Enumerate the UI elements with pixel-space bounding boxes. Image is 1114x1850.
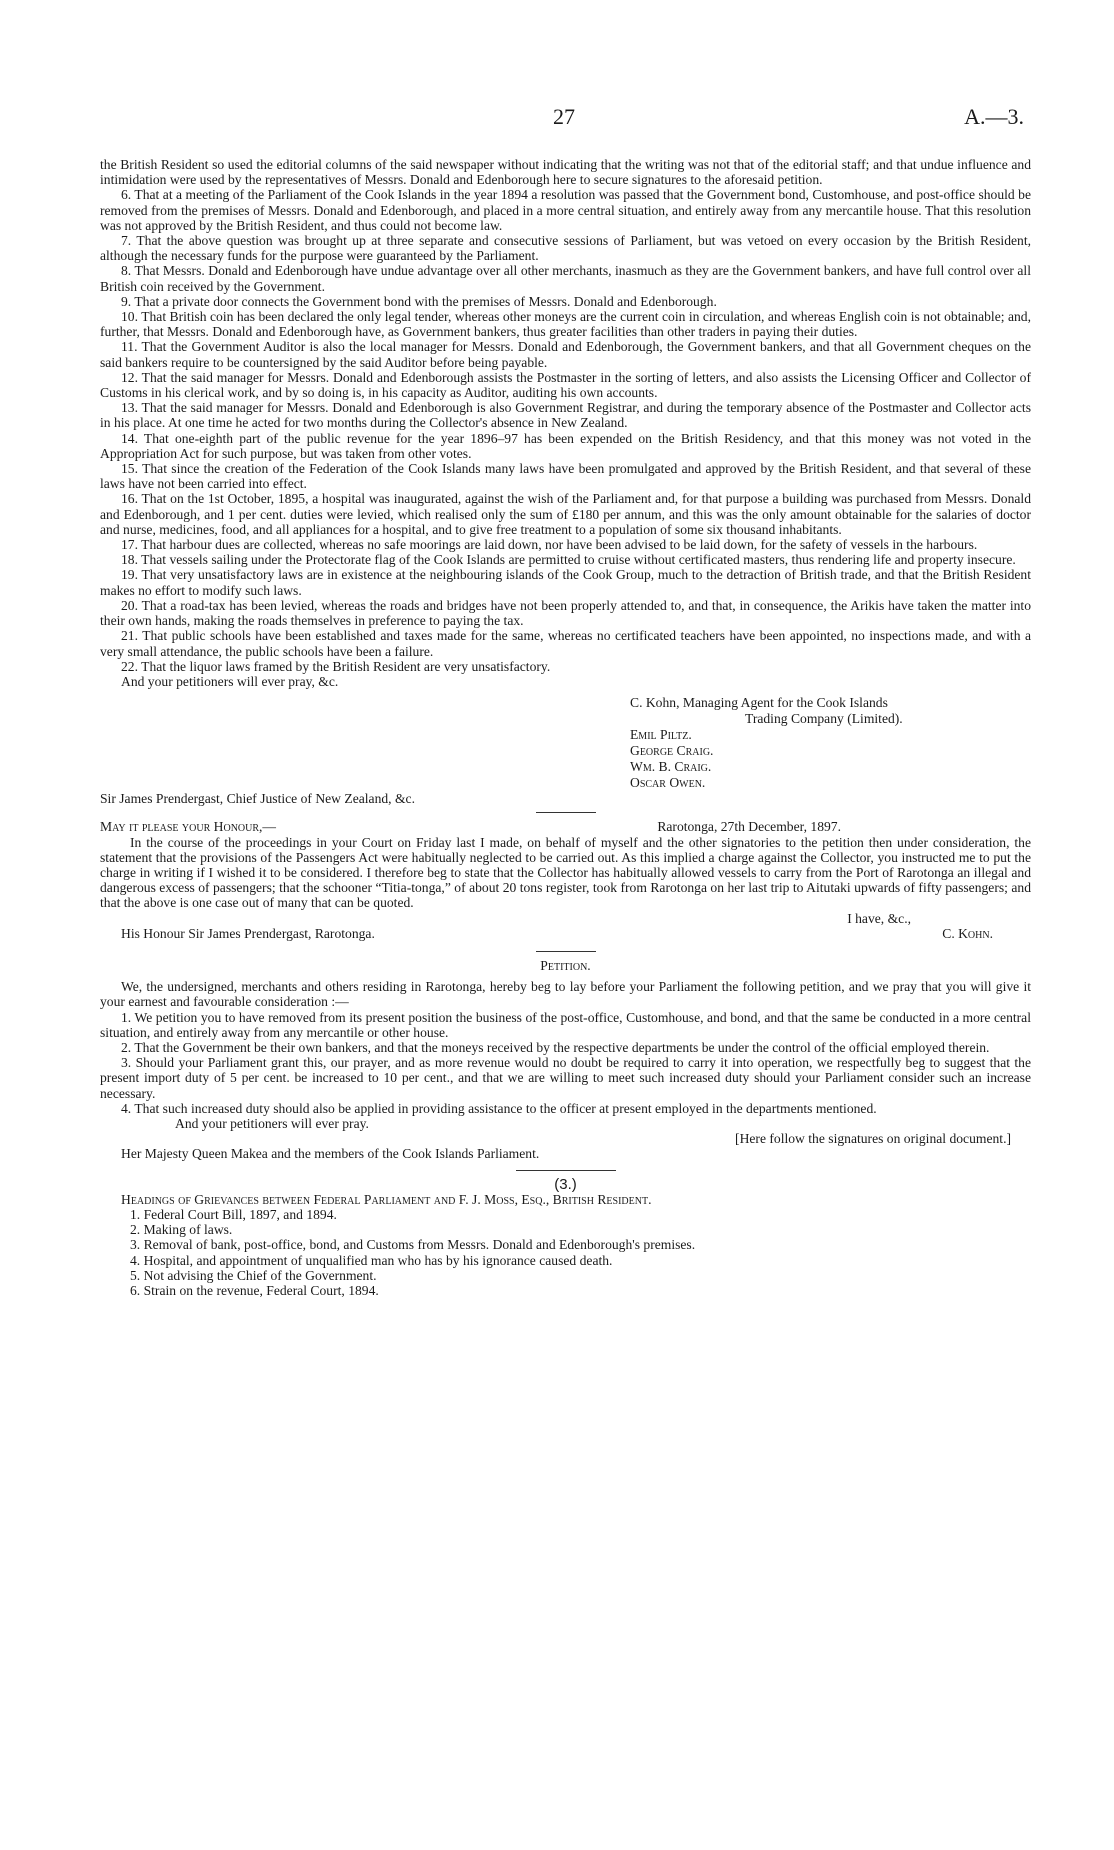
petition-paragraph: 2. That the Government be their own bankers, and that the moneys received by the respective departments be under the control of the official employed therein. [121,1039,990,1055]
page-header [0,104,1114,134]
letter-addressee: His Honour Sir James Prendergast, Rarotonga. [121,925,375,941]
letter-footer [100,926,1031,941]
paragraph: 6. That at a meeting of the Parliament of the Cook Islands in the year 1894 a resolution was passed that the Government bond, Customhouse, and post-office should be removed from the premises of Messrs. Donald and Edenborough, and placed in a more central situation, and entirely away from any mercantile house. That this resolution was not approved by the British Resident, and thus could not become law. [100,187,1031,233]
paragraph: 9. That a private door connects the Government bond with the premises of Messrs. Donald and Edenborough. [121,293,717,309]
letter-heading [100,819,1031,834]
list-item: 6. Strain on the revenue, Federal Court, 1894. [130,1283,379,1298]
letter-signer: C. Kohn. [942,925,993,941]
paragraph: 13. That the said manager for Messrs. Donald and Edenborough is also Government Registrar, and during the temporary absence of the Postmaster and Collector acts in his place. At one time he acted for two months during the Collector's absence in New Zealand. [100,400,1031,431]
paragraph: 17. That harbour dues are collected, whereas no safe moorings are laid down, nor have been advised to be laid down, for the safety of vessels in the harbours. [121,537,978,553]
paragraph: 8. That Messrs. Donald and Edenborough have undue advantage over all other merchants, inasmuch as they are the Government bankers, and have full control over all British coin received by the Government. [100,263,1031,294]
signatory: Emil Piltz. [630,727,692,743]
petition-closing: And your petitioners will ever pray. [175,1115,369,1131]
grievance-list [130,1207,1031,1298]
paragraph: 20. That a road-tax has been levied, whereas the roads and bridges have not been properly attended to, and that, in consequence, the Arikis have taken the matter into their own hands, making the roads themselves in preference to paying the tax. [100,597,1031,629]
petition-paragraph: 3. Should your Parliament grant this, our prayer, and as more revenue would no doubt be required to carry it into operation, we respectfully beg to suggest that the present import duty of 5 per cent. be increased to 10 per cent., and that we are willing to meet such increased duty should your Parliament consider such an increase necessary. [100,1055,1031,1101]
divider [536,812,596,813]
page-body [100,157,1031,1298]
document-reference: A.—3. [964,104,1024,129]
closing-line: And your petitioners will ever pray, &c. [121,673,339,689]
letter-closing: I have, &c., [847,910,911,926]
signature-block [630,695,1031,791]
signature-line: C. Kohn, Managing Agent for the Cook Islands [630,695,888,711]
paragraph: 22. That the liquor laws framed by the British Resident are very unsatisfactory. [121,658,551,674]
salutation: May it please your Honour,— [100,819,277,835]
paragraph: 15. That since the creation of the Federation of the Cook Islands many laws have been promulgated and approved by the British Resident, and that several of these laws have not been carried into effect. [100,461,1031,492]
petition-title: Petition. [540,957,591,973]
paragraph: 16. That on the 1st October, 1895, a hospital was inaugurated, against the wish of the Parliament and, for that purpose a building was purchased from Messrs. Donald and Edenborough, and 1 per cent. duties were levied, which realised only the sum of £180 per annum, and this was the only amount obtainable for the salaries of doctor and nurse, medicines, food, and all appliances for a hospital, and to give free treatment to a population of some six thousand inhabitants. [100,491,1031,537]
signatory: Oscar Owen. [630,775,706,791]
paragraph: the British Resident so used the editorial columns of the said newspaper without indicating that the writing was not that of the editorial staff; and that undue influence and intimidation were used by the representatives of Messrs. Donald and Edenborough here to secure signatures to the aforesaid petition. [100,157,1031,188]
signatory: George Craig. [630,743,714,759]
place-date: Rarotonga, 27th December, 1897. [657,819,841,835]
petition-note: [Here follow the signatures on original document.] [735,1131,1011,1147]
list-item: 4. Hospital, and appointment of unqualified man who has by his ignorance caused death. [130,1252,613,1268]
paragraph: 14. That one-eighth part of the public revenue for the year 1896–97 has been expended on the British Residency, and that this money was not voted in the Appropriation Act for such purpose, but was taken from other votes. [100,430,1031,461]
paragraph: 19. That very unsatisfactory laws are in existence at the neighbouring islands of the Cook Group, much to the detraction of British trade, and that the British Resident makes no effort to modify such laws. [100,567,1031,598]
paragraph: 21. That public schools have been established and taxes made for the same, whereas no certificated teachers have been appointed, no inspections made, and with a very small attendance, the public schools have been a failure. [100,628,1031,659]
paragraph: 10. That British coin has been declared the only legal tender, whereas other moneys are the current coin in circulation, and whereas English coin is not obtainable; and, further, that Messrs. Donald and Edenborough have, as Government bankers, thus greater facilities than other traders in paying their duties. [100,309,1031,340]
addressee: Sir James Prendergast, Chief Justice of New Zealand, &c. [100,791,415,807]
list-item: 1. Federal Court Bill, 1897, and 1894. [130,1206,337,1222]
paragraph: 12. That the said manager for Messrs. Donald and Edenborough assists the Postmaster in the sorting of letters, and also assists the Licensing Officer and Collector of Customs in his clerical work, and by so doing is, in his capacity as Auditor, auditing his own accounts. [100,369,1031,401]
paragraph: 18. That vessels sailing under the Protectorate flag of the Cook Islands are permitted to cruise without certificated masters, thus rendering life and property insecure. [121,552,1016,568]
paragraph: 11. That the Government Auditor is also the local manager for Messrs. Donald and Edenborough, the Government bankers, and that all Government cheques on the said bankers require to be countersigned by the said Auditor before being payable. [100,339,1031,370]
section-number: (3.) [554,1175,577,1193]
divider [516,1170,616,1171]
signatory: Wm. B. Craig. [630,759,712,775]
list-item: 3. Removal of bank, post-office, bond, and Customs from Messrs. Donald and Edenborough's premises. [130,1237,696,1253]
letter-body: In the course of the proceedings in your Court on Friday last I made, on behalf of myself and the other signatories to the petition then under consideration, the statement that the provisions of the Passengers Act were habitually neglected to be carried out. As this implied a charge against the Collector, you instructed me to put the charge in writing if I wished it to be considered. I therefore beg to state that the Collector has habitually allowed vessels to carry from the Port of Rarotonga an illegal and dangerous excess of passengers; that the schooner “Titia-tonga,” of about 20 tons register, took from Rarotonga on her last trip to Aitutaki upwards of fifty passengers; and that the above is one case out of many that can be quoted. [100,834,1031,911]
list-item: 5. Not advising the Chief of the Government. [130,1267,377,1283]
signature-line-cont: Trading Company (Limited). [745,711,903,727]
divider [536,951,596,952]
page-number: 27 [553,104,575,129]
list-item: 2. Making of laws. [130,1222,233,1238]
petition-paragraph: 4. That such increased duty should also be applied in providing assistance to the officer at present employed in the departments mentioned. [121,1100,877,1116]
petition-paragraph: We, the undersigned, merchants and others residing in Rarotonga, hereby beg to lay before your Parliament the following petition, and we pray that you will give it your earnest and favourable consideration :— [100,979,1031,1010]
petition-addressee: Her Majesty Queen Makea and the members of the Cook Islands Parliament. [121,1146,540,1162]
paragraph: 7. That the above question was brought up at three separate and consecutive sessions of Parliament, but was vetoed on every occasion by the British Resident, although the necessary funds for the purpose were guaranteed by the Parliament. [100,233,1031,264]
section-heading: Headings of Grievances between Federal Parliament and F. J. Moss, Esq., British Resident. [121,1191,652,1207]
petition-paragraph: 1. We petition you to have removed from its present position the business of the post-office, Customhouse, and bond, and that the same be conducted in a more central situation, and entirely away from any mercantile or other house. [100,1009,1031,1040]
